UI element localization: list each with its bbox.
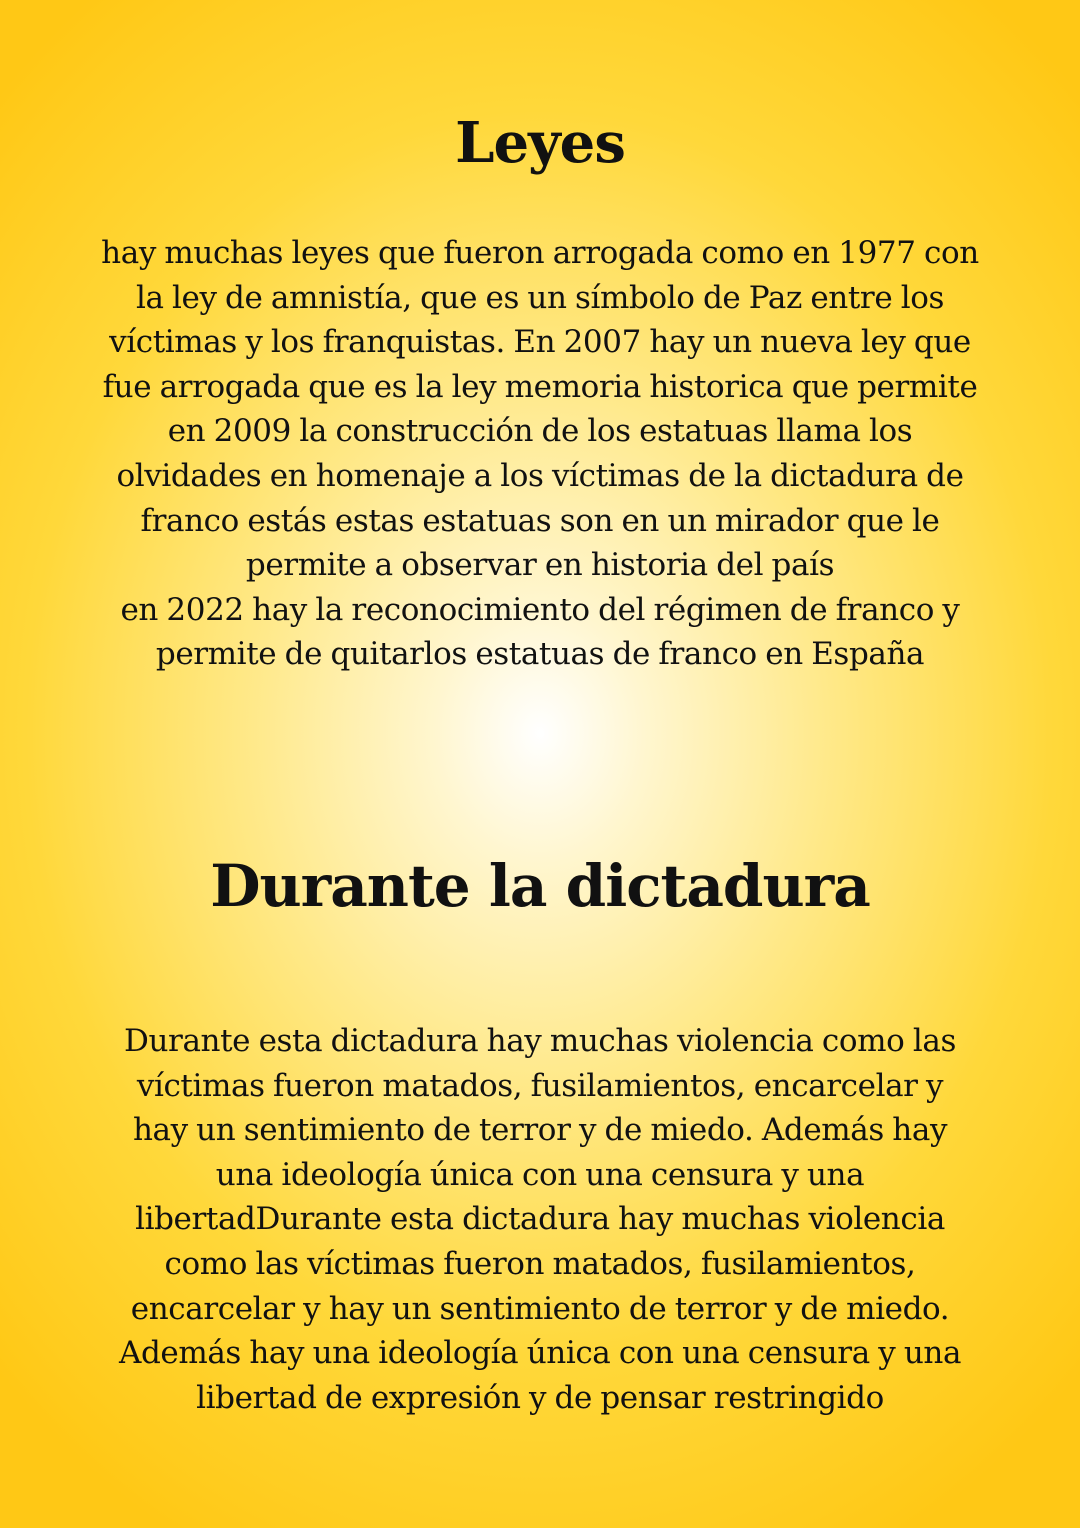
text-line: franco estás estas estatuas son en un mirador que le <box>140 502 940 539</box>
text-line: Durante esta dictadura hay muchas violencia como las <box>124 1023 956 1059</box>
leyes-section-header <box>0 110 1080 176</box>
text-line: hay muchas leyes que fueron arrogada como en 1977 con <box>101 235 979 271</box>
text-line: fue arrogada que es la ley memoria historica que permite <box>102 368 978 405</box>
text-line: permite de quitarlos estatuas de franco en España <box>155 636 925 673</box>
text-line: víctimas y los franquistas. En 2007 hay un nueva ley que <box>109 324 971 361</box>
text-line: libertad de expresión y de pensar restringido <box>196 1379 884 1416</box>
text-line: la ley de amnistía, que es un símbolo de Paz entre los <box>135 279 945 316</box>
text-line: olvidades en homenaje a los víctimas de la dictadura de <box>116 457 964 494</box>
text-line: permite a observar en historia del país <box>245 547 835 584</box>
text-line: en 2022 hay la reconocimiento del régimen de franco y <box>120 591 960 628</box>
text-line: víctimas fueron matados, fusilamientos, encarcelar y <box>136 1067 944 1104</box>
leyes-paragraph <box>0 231 1080 677</box>
text-line: una ideología única con una censura y una <box>215 1156 865 1193</box>
text-line: como las víctimas fueron matados, fusilamientos, <box>164 1245 916 1282</box>
dictadura-paragraph <box>0 1019 1080 1420</box>
dictadura-heading: Durante la dictadura <box>210 852 870 920</box>
dictadura-section-header <box>0 852 1080 920</box>
text-line: Además hay una ideología única con una censura y una <box>118 1335 962 1372</box>
text-line: libertadDurante esta dictadura hay muchas violencia <box>135 1201 945 1238</box>
text-line: en 2009 la construcción de los estatuas llama los <box>167 413 913 450</box>
text-line: encarcelar y hay un sentimiento de terror y de miedo. <box>130 1290 950 1327</box>
text-line: hay un sentimiento de terror y de miedo. Además hay <box>132 1112 948 1149</box>
leyes-heading: Leyes <box>455 110 625 176</box>
